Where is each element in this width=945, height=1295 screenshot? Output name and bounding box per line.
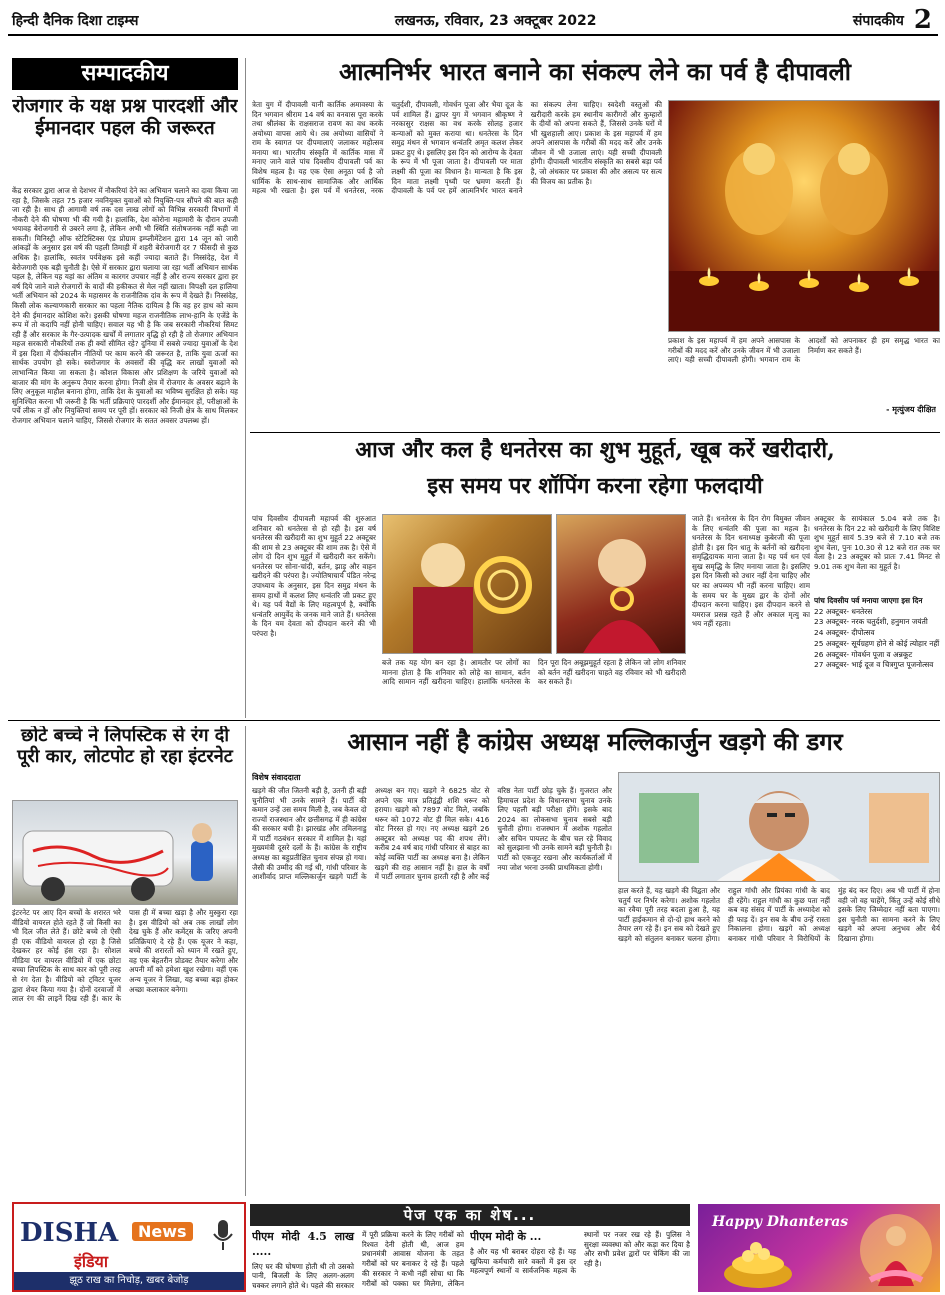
dateline: लखनऊ, रविवार, 23 अक्टूबर 2022	[394, 12, 597, 29]
schedule-item: 27 अक्टूबर- भाई दूज व चित्रगुप्त पूजनोत्सव	[814, 660, 934, 670]
continuation-title: पीएम मोदी 4.5 लाख .....	[252, 1230, 354, 1258]
dhanteras-body-2: बजे तक यह योग बन रहा है। आमतौर पर लोगों का मानना होता है कि शनिवार को लोहे का सामान, बर्तन आदि सामान नहीं खरीदना चाहिए। हालांकि धनतेरस के दिन पूरा दिन अबूझमुहूर्त रहता है लेकिन जो लोग शनिवार को बर्तन नहीं खरीदना चाहते वह रविवार को भी खरीदारी कर सकते हैं।	[382, 658, 686, 687]
dhanteras-schedule	[814, 596, 940, 716]
diwali-body-right: प्रकाश के इस महापर्व में हम अपने आसपास के गरीबों की मदद करें और उनके जीवन में भी उजाला लाएं। यही सच्ची दीपावली होगी। भगवान राम के आदर्शों को अपनाकर ही हम समृद्ध भारत का निर्माण कर सकते हैं।	[668, 336, 940, 365]
page-one-continued-bar: पेज एक का शेष...	[250, 1204, 690, 1226]
schedule-item: 22 अक्टूबर- धनतेरस	[814, 606, 873, 616]
congress-headline: आसान नहीं है कांग्रेस अध्यक्ष मल्लिकार्जुन खड़गे की डगर	[347, 728, 843, 756]
editorial-headline: रोजगार के यक्ष प्रश्न पारदर्शी और ईमानदार पहल की जरूरत	[12, 96, 238, 139]
schedule-item: 25 अक्टूबर- सूर्यग्रहण होने से कोई त्योहार नहीं	[814, 638, 940, 648]
congress-body: खड़गे की जीत जितनी बड़ी है, उतनी ही बड़ी चुनौतियां भी उनके सामने हैं। पार्टी की कमान उन्हें उस समय मिली है, जब केवल दो राज्यों राजस्थान और छत्तीसगढ़ में ही कांग्रेस की सरकार बची है। झारखंड और तमिलनाडु में पार्टी गठबंधन सरकार में शामिल है। यहां मुख्यमंत्री दूसरे दलों के हैं। कांग्रेस के राष्ट्रीय अध्यक्ष का बहुप्रतीक्षित चुनाव संपन्न हो गया। जैसी की उम्मीद की गई थी, गांधी परिवार के आशीर्वाद प्राप्त मल्लिकार्जुन खड़गे पार्टी के अध्यक्ष बन गए। खड़गे ने 6825 वोट से अपने एक मात्र प्रतिद्वंद्वी शशि थरूर को हराया। खड़गे को 7897 वोट मिले, जबकि थरूर को 1072 वोट ही मिल सके। 416 वोट निरस्त हो गए। नए अध्यक्ष खड़गे 26 अक्टूबर को अध्यक्ष पद की शपथ लेंगे। करीब 24 वर्ष बाद गांधी परिवार से बाहर का कोई व्यक्ति पार्टी का अध्यक्ष बना है। लेकिन खड़गे की राह आसान नहीं है। हाल के वर्षों में पार्टी लगातार चुनाव हारती रही है और कई वरिष्ठ नेता पार्टी छोड़ चुके हैं। गुजरात और हिमाचल प्रदेश के विधानसभा चुनाव उनके लिए पहली बड़ी परीक्षा होंगे। इसके बाद 2024 का लोकसभा चुनाव सबसे बड़ी चुनौती होगा। राजस्थान में अशोक गहलोत और सचिन पायलट के बीच चल रहे विवाद को सुलझाना भी उनके सामने बड़ी चुनौती है। पार्टी को एकजुट रखना और कार्यकर्ताओं में नया जोश भरना उनकी प्राथमिकता होगी।	[252, 786, 612, 882]
disha-brand: DISHA	[20, 1218, 119, 1248]
schedule-item: 24 अक्टूबर- दीपोत्सव	[814, 628, 875, 638]
page-number: 2	[913, 6, 932, 35]
editorial-label: सम्पादकीय	[12, 58, 238, 90]
section-rule	[250, 432, 940, 433]
dhanteras-greeting: Happy Dhanteras	[712, 1214, 849, 1230]
dhanteras-woman-photo	[556, 514, 686, 654]
pm-modi-continuation-1	[252, 1230, 464, 1292]
column-divider	[245, 726, 246, 1196]
diwali-headline: आत्मनिर्भर भारत बनाने का संकल्प लेने का पर्व है दीपावली	[338, 58, 852, 86]
column-divider	[245, 58, 246, 718]
disha-news-ad	[12, 1202, 246, 1292]
lakshmi-icon	[856, 1210, 936, 1290]
disha-india: इंडिया	[74, 1252, 108, 1271]
continuation-body: है और यह भी बराबर दोहरा रहे हैं। यह खुफिया कर्मचारी सारे वक्तों में इस दर महत्वपूर्ण स्थानों व सार्वजनिक महत्व के स्थानों पर नजर रख रहे हैं। पुलिस ने सुरक्षा व्यवस्था को और कड़ा कर दिया है और सभी प्रवेश द्वारों पर चेकिंग की जा रही है।	[470, 1230, 690, 1276]
dhanteras-headline-line1: आज और कल है धनतेरस का शुभ मुहूर्त, खूब करें खरीदारी,	[355, 438, 835, 463]
masthead	[8, 6, 938, 36]
kids-body: इंटरनेट पर आए दिन बच्चों के शरारत भरे वीडियो वायरल होते रहते हैं जो किसी का भी दिल जीत लेते हैं। छोटे बच्चे तो ऐसी ही एक वीडियो वायरल हो रहा है जिसे देखकर हर कोई हंस रहा है। सोशल मीडिया पर वायरल वीडियो में एक छोटा बच्चा लिपस्टिक के साथ कार को पूरी तरह से रंग देता है। वीडियो को ट्विटर यूजर द्वारा शेयर किया गया है। दोनों दरवाजों में लाल रंग की लाइनें दिख रही हैं। कार के पास ही में बच्चा खड़ा है और मुस्कुरा रहा है। इस वीडियो को अब तक लाखों लोग देख चुके हैं और कमेंट्स के जरिए अपनी प्रतिक्रियाएं दे रहे हैं। एक यूजर ने कहा, बच्चे की शरारतों को ध्यान में रखते हुए, वह एक बेहतरीन प्रोडक्ट तैयार करेगा और अपनी माँ को हमेशा खुश रखेगा। वहीं एक अन्य यूजर ने लिखा, यह बच्चा बड़ा होकर अच्छा कलाकार बनेगा।	[12, 908, 238, 1004]
diwali-byline: - मृत्युंजय दीक्षित	[886, 405, 936, 414]
schedule-title: पांच दिवसीय पर्व मनाया जाएगा इस दिन	[814, 596, 923, 605]
dhanteras-jewellery-photo	[382, 514, 552, 654]
congress-body-right: हाल करते हैं, यह खड़गे की विद्वता और चतुर्य पर निर्भर करेगा। अशोक गहलोत का रवैया पूरी तरह बदला हुआ है, यह पार्टी हाईकमान से दो-दो हाथ करने को तैयार लग रहे हैं। इन सब को देखते हुए खड़गे को संतुलन बनाकर चलना होगा। राहुल गांधी और प्रियंका गांधी के बाद ही रहेंगे। राहुल गांधी का कुछ पता नहीं कब वह संसद में पार्टी के अध्यादेश को ही फाड़ दें। इन सब के बीच उन्हें रास्ता निकालना होगा। खड़गे को अध्यक्ष बनाकर गांधी परिवार ने विरोधियों के मुंह बंद कर दिए। अब भी पार्टी में होना वही जो वह चाहेंगे, किंतु उन्हें कोई सीधे इसके लिए जिम्मेदार नहीं बता पाएगा। इस चुनौती का सामना करने के लिए खड़गे को अपना अनुभव और धैर्य दिखाना होगा।	[618, 886, 940, 943]
paper-name: हिन्दी दैनिक दिशा टाइम्स	[12, 12, 139, 29]
gold-coin-pot-icon	[708, 1234, 808, 1290]
continuation-title: पीएम मोदी के ...	[470, 1230, 542, 1243]
dhanteras-headline-line2: इस समय पर शॉपिंग करना रहेगा फलदायी	[427, 474, 763, 499]
microphone-icon	[210, 1218, 236, 1254]
kids-headline: छोटे बच्चे ने लिपस्टिक से रंग दी पूरी कार, लोटपोट हो रहा इंटरनेट	[17, 726, 233, 767]
section-name: संपादकीय	[852, 12, 904, 29]
happy-dhanteras-ad	[698, 1204, 940, 1292]
kharge-photo	[618, 772, 940, 882]
dhanteras-body: पांच दिवसीय दीपावली महापर्व की शुरुआत शनिवार को धनतेरस से हो रही है। इस वर्ष धनतेरस की खरीदारी का शुभ मुहूर्त 22 अक्टूबर की शाम से 23 अक्टूबर की शाम तक है। ऐसे में लोग दो दिन शुभ मुहूर्त में खरीदारी कर सकेंगे। धनतेरस पर सोना-चांदी, बर्तन, झाड़ू और वाहन खरीदने की परंपरा है। ज्योतिषाचार्य पंडित नरेन्द्र उपाध्याय के अनुसार, इस दिन समुद्र मंथन के समय हाथों में कलश लिए धन्वंतरि जी प्रकट हुए थे। यह पर्व वैद्यों के लिए महत्वपूर्ण है, क्योंकि धन्वंतरि आयुर्वेद के जनक माने जाते हैं। धनतेरस के दिन यम देवता को दीपदान करने की भी परंपरा है।	[252, 514, 376, 638]
pm-modi-continuation-2	[470, 1230, 690, 1292]
congress-reporter-tag: विशेष संवाददाता	[252, 773, 301, 782]
kids-car-photo	[12, 800, 238, 905]
section-rule	[8, 720, 940, 721]
diwali-body: त्रेता युग में दीपावली यानी कार्तिक अमावस्या के दिन भगवान श्रीराम 14 वर्ष का वनवास पूरा करके तथा श्रीलंका के राक्षसराज रावण का वध करके अयोध्या वापस आये थे। तब अयोध्या वासियों ने राम के स्वागत पर दीपमालाएं जलाकर महोत्सव मनाया था। भारतीय संस्कृति में कार्तिक मास में मनाए जाने वाले पांच दिवसीय दीपावली पर्व का विशेष महत्व है। यह एक ऐसा अनूठा पर्व है जो धार्मिक के साथ-साथ सामाजिक और आर्थिक महत्व भी रखता है। इस पर्व में धनतेरस, नरक चतुर्दशी, दीपावली, गोवर्धन पूजा और भैया दूज के पर्व शामिल हैं। द्वापर युग में भगवान श्रीकृष्ण ने नरकासुर राक्षस का वध करके सोलह हजार कन्याओं को मुक्त कराया था। धनतेरस के दिन समुद्र मंथन से भगवान धन्वंतरि अमृत कलश लेकर प्रकट हुए थे। इसलिए इस दिन को आरोग्य के देवता के रूप में भी पूजा जाता है। दीपावली पर माता लक्ष्मी की पूजा का विधान है। मान्यता है कि इस दिन माता लक्ष्मी पृथ्वी पर भ्रमण करती हैं। दीपावली के पर्व पर हमें आत्मनिर्भर भारत बनाने का संकल्प लेना चाहिए। स्वदेशी वस्तुओं की खरीदारी करके हम स्थानीय कारीगरों और कुम्हारों के दीयों को अपना सकते हैं, जिससे उनके घरों में भी खुशहाली आए। प्रकाश के इस महापर्व में हम अपने आसपास के गरीबों की मदद करें और उनके जीवन में भी उजाला लाएं। यही सच्ची दीपावली होगी। दीपावली भारतीय संस्कृति का सबसे बड़ा पर्व है, जो अंधकार पर प्रकाश की और असत्य पर सत्य की विजय का प्रतीक है।	[252, 100, 662, 196]
schedule-item: 26 अक्टूबर- गोवर्धन पूजा व अन्नकूट	[814, 649, 913, 659]
continuation-body: लिए घर की घोषणा होती थी तो उसको पानी, बिजली के लिए अलग-अलग चक्कर लगाने होते थे। पहले की सरकार में पूरी प्रक्रिया करने के लिए गरीबों को रिश्वत देनी होती थी, आज हम प्रधानमंत्री आवास योजना के तहत गरीबों को घर बनाकर दे रहे हैं। पहले की सरकार ने कभी नहीं सोचा था कि गरीबों को पक्का घर मिलेगा, लेकिन	[252, 1230, 464, 1291]
disha-news-badge: News	[132, 1222, 193, 1241]
schedule-item: 23 अक्टूबर- नरक चतुर्दशी, हनुमान जयंती	[814, 617, 928, 627]
editorial-body: केंद्र सरकार द्वारा आज से देशभर में नौकरियां देने का अभियान चलाने का दावा किया जा रहा है, जिसके तहत 75 हजार नवनियुक्त युवाओं को नियुक्ति-पत्र सौंपने की बात कही जा रही है। साथ ही आगामी वर्ष तक दस लाख लोगों को विभिन्न सरकारी विभागों में नौकरी देने की घोषणा भी की गयी है। हालांकि, देश कोरोना महामारी के दौरान उपजी भयावह बेरोजगारी से उबरने लगा है, लेकिन अभी भी स्थिति संतोषजनक नहीं कही जा सकती। मिनिस्ट्री ऑफ स्टेटिस्टिक्स एंड प्रोग्राम इम्प्लीमेंटेशन द्वारा 14 जून को जारी आंकड़ों के अनुसार इस वर्ष की पहली तिमाही में शहरी बेरोजगारी दर 7 फीसदी से कुछ अधिक है। हालांकि, स्वतंत्र पर्यवेक्षक इसे कहीं ज्यादा बताते हैं। निस्संदेह, देश में बेरोजगारी एक बड़ी चुनौती है। ऐसे में सरकार द्वारा चलाया जा रहा भर्ती अभियान सार्थक पहल है, लेकिन यह यहां का अंतिम व कारगर उपचार नहीं है और राज्य सरकार द्वारा हर वर्ष दिये जाने वाले रोजगारों के वादों की हकीकत से मेल नहीं खाता। विपक्षी दल हालिया भर्ती अभियान को 2024 के महासमर के राजनीतिक दांव के रूप में देखते हैं। निस्संदेह, किसी लोक कल्याणकारी सरकार का पहला नैतिक दायित्व है कि वह हर हाथ को काम देने की ईमानदार कोशिश करे। इसकी घोषणा महज राजनीतिक लाभ-हानि के एजेंडे के रूप में तो कदापि नहीं होनी चाहिए। सवाल यह भी है कि जब सरकारी नौकरियां सिमट रही हैं और सरकार के गैर-उत्पादक खर्चों में लगातार वृद्धि हो रही है तो रोजगार अभियान महज सरकारी नौकरियों तक ही क्यों सीमित रहे? दुनिया में सबसे ज्यादा युवाओं के देश में इस दिशा में दीर्घकालीन नीतियों पर काम करने की जरूरत है, ताकि युवा ऊर्जा का सार्थक उपयोग हो सके। स्वरोजगार के अवसरों की वृद्धि कर लाखों युवाओं को लाभान्वित किया जा सकता है। कौशल विकास और प्रशिक्षण के जरिये युवाओं को बाजार की मांग के अनुरूप तैयार करना होगा। निजी क्षेत्र में रोजगार के अवसर बढ़ाने के लिए अनुकूल माहौल बनाना होगा, ताकि देश के युवाओं का भविष्य सुरक्षित हो सके। यह सुनिश्चित करना भी जरूरी है कि भर्ती प्रक्रियाएं पारदर्शी और ईमानदार हों, परीक्षाओं के पर्चे लीक न हों और नियुक्तियां समय पर पूरी हों। सरकार को निजी क्षेत्र के साथ मिलकर रोजगार अभियान चलाने चाहिए, जिससे रोजगार के सतत अवसर उपलब्ध हों।	[12, 186, 238, 425]
disha-tagline: झूठ राख का निचोड़, खबर बेजोड़	[14, 1272, 244, 1290]
dhanteras-muhurat: अक्टूबर के सायंकाल 5.04 बजे तक है। धनतेरस के दिन 22 को खरीदारी के लिए विशिष्ट शुभ मुहूर्त सायं 5.39 बजे से 7.10 बजे तक शुभ वेला, पुनः 10.30 से 12 बजे रात तक चर वेला है। 23 अक्टूबर को प्रातः 7.41 मिनट से 9.01 तक शुभ वेला का मुहूर्त है।	[814, 514, 940, 571]
diwali-lakshmi-ganesh-photo	[668, 100, 940, 332]
masthead-right	[853, 6, 938, 35]
dhanteras-body-3: जाते हैं। धनतेरस के दिन रोग विमुक्त जीवन के लिए धन्वंतरि की पूजा का महत्व है। धनतेरस के दिन धनाध्यक्ष कुबेरजी की पूजा होती है। इस दिन धातु के बर्तनों को खरीदना समृद्धिदायक माना जाता है। यह पर्व धन एवं सुख समृद्धि के लिए मनाया जाता है। इसलिए इस दिन किसी को उधार नहीं देना चाहिए और घर का अपव्यय भी नहीं करना चाहिए। शाम के समय घर के मुख्य द्वार के दोनों ओर दीपदान करना चाहिए। इस दीपदान करने से यमराज प्रसन्न रहते हैं और अकाल मृत्यु का भय नहीं रहता।	[692, 514, 810, 629]
